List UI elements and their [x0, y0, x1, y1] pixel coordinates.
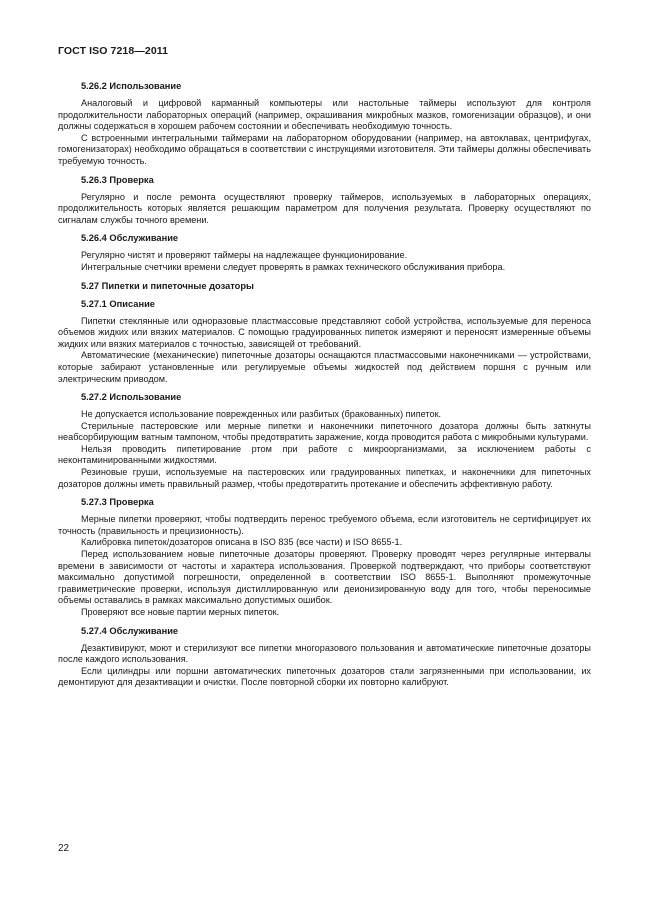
- section-5-26-4: [58, 232, 591, 273]
- page-number: 22: [58, 843, 70, 854]
- document-header: ГОСТ ISO 7218—2011: [58, 45, 169, 57]
- section-heading: 5.26.4 Обслуживание: [81, 233, 179, 244]
- section-heading: 5.27.2 Использование: [81, 392, 182, 403]
- section-heading: 5.27.4 Обслуживание: [81, 625, 179, 636]
- section-heading: 5.26.2 Использование: [81, 81, 182, 91]
- paragraph: Мерные пипетки проверяют, чтобы подтвердить перенос требуемого объема, если изготовитель не сертифицирует их точность (правильность и прецизионность).: [58, 514, 591, 536]
- section-5-27-1: [58, 298, 591, 386]
- section-5-27-4: [58, 625, 591, 689]
- paragraph: Дезактивируют, моют и стерилизуют все пипетки многоразового пользования и автоматические пипеточные дозаторы после каждого использования.: [58, 642, 591, 665]
- paragraph: Перед использованием новые пипеточные дозаторы проверяют. Проверку проводят через регулярные интервалы времени в зависимости от частоты и характера использования. Проверкой подтверждают, что приборы соответствуют максимально допустимой погрешности, определенной в соответствии ISO 8655-1. Выполняют промежуточные гравиметрические проверки, используя дистиллированную или деионизированную воду для того, чтобы переносимые объемы оставались в рамках максимально допустимых ошибок.: [58, 549, 591, 606]
- paragraph: Не допускается использование поврежденных или разбитых (бракованных) пипеток.: [81, 409, 442, 420]
- document-body: [58, 80, 591, 695]
- paragraph: Пипетки стеклянные или одноразовые пластмассовые представляют собой устройства, используемые для переноса объемов жидких или вязких материалов. С помощью градуированных пипеток измеряют и переносят измеренные объемы жидких или вязких материалов с точностью, зависящей от требований.: [58, 315, 591, 349]
- paragraph: Интегральные счетчики времени следует проверять в рамках технического обслуживания прибора.: [81, 261, 506, 272]
- section-heading: 5.26.3 Проверка: [81, 174, 154, 185]
- paragraph: Стерильные пастеровские или мерные пипетки и наконечники пипеточного дозатора должны быть заткнуты неабсорбирующим ватным тампоном, чтобы предотвратить заражение, когда проводится работа с микробными культурами.: [58, 420, 591, 443]
- paragraph: Проверяют все новые партии мерных пипеток.: [81, 607, 280, 617]
- paragraph: Аналоговый и цифровой карманный компьютеры или настольные таймеры используют для контроля продолжительности лабораторных операций (например, окрашивания микробных мазков, гомогенизации образцов), и они должны содержаться в хорошем рабочем состоянии и обеспечивать необходимую точность.: [58, 98, 591, 132]
- section-heading: 5.27.3 Проверка: [81, 497, 154, 508]
- section-5-27-2: [58, 391, 591, 490]
- section-5-27: [58, 280, 591, 292]
- paragraph: Калибровка пипеток/дозаторов описана в ISO 835 (все части) и ISO 8655-1.: [81, 537, 403, 548]
- paragraph: Нельзя проводить пипетирование ртом при работе с микроорганизмами, за исключением работы с неконтаминированными жидкостями.: [58, 443, 591, 466]
- paragraph: Автоматические (механические) пипеточные дозаторы оснащаются пластмассовыми наконечниками — устройствами, которые забирают установленные или регулируемые объемы жидкостей под действием поршня с ручным или электрическим приводом.: [58, 350, 591, 384]
- paragraph: Если цилиндры или поршни автоматических пипеточных дозаторов стали загрязненными при использовании, их демонтируют для дезактивации и очистки. После повторной сборки их повторно калибруют.: [58, 665, 591, 688]
- paragraph: Регулярно чистят и проверяют таймеры на надлежащее функционирование.: [81, 250, 408, 261]
- section-heading: 5.27 Пипетки и пипеточные дозаторы: [81, 280, 254, 291]
- section-5-26-2: [58, 80, 591, 168]
- section-5-27-3: [58, 496, 591, 618]
- paragraph: Резиновые груши, используемые на пастеровских или градуированных пипетках, и наконечники для пипеточных дозаторов должны иметь правильный размер, чтобы предотвратить протекание и обеспечить эффективную работу.: [58, 467, 591, 489]
- paragraph: Регулярно и после ремонта осуществляют проверку таймеров, используемых в лабораторных операциях, продолжительность которых является решающим параметром для получения результата. Проверку осуществляют по сигналам службы точного времени.: [58, 191, 591, 225]
- paragraph: С встроенными интегральными таймерами на лабораторном оборудовании (например, на автоклавах, центрифугах, гомогенизаторах) необходимо обращаться в соответствии с инструкциями изготовителя. Эти таймеры должны обеспечивать требуемую точность.: [58, 132, 591, 166]
- section-heading: 5.27.1 Описание: [81, 298, 155, 309]
- section-5-26-3: [58, 174, 591, 227]
